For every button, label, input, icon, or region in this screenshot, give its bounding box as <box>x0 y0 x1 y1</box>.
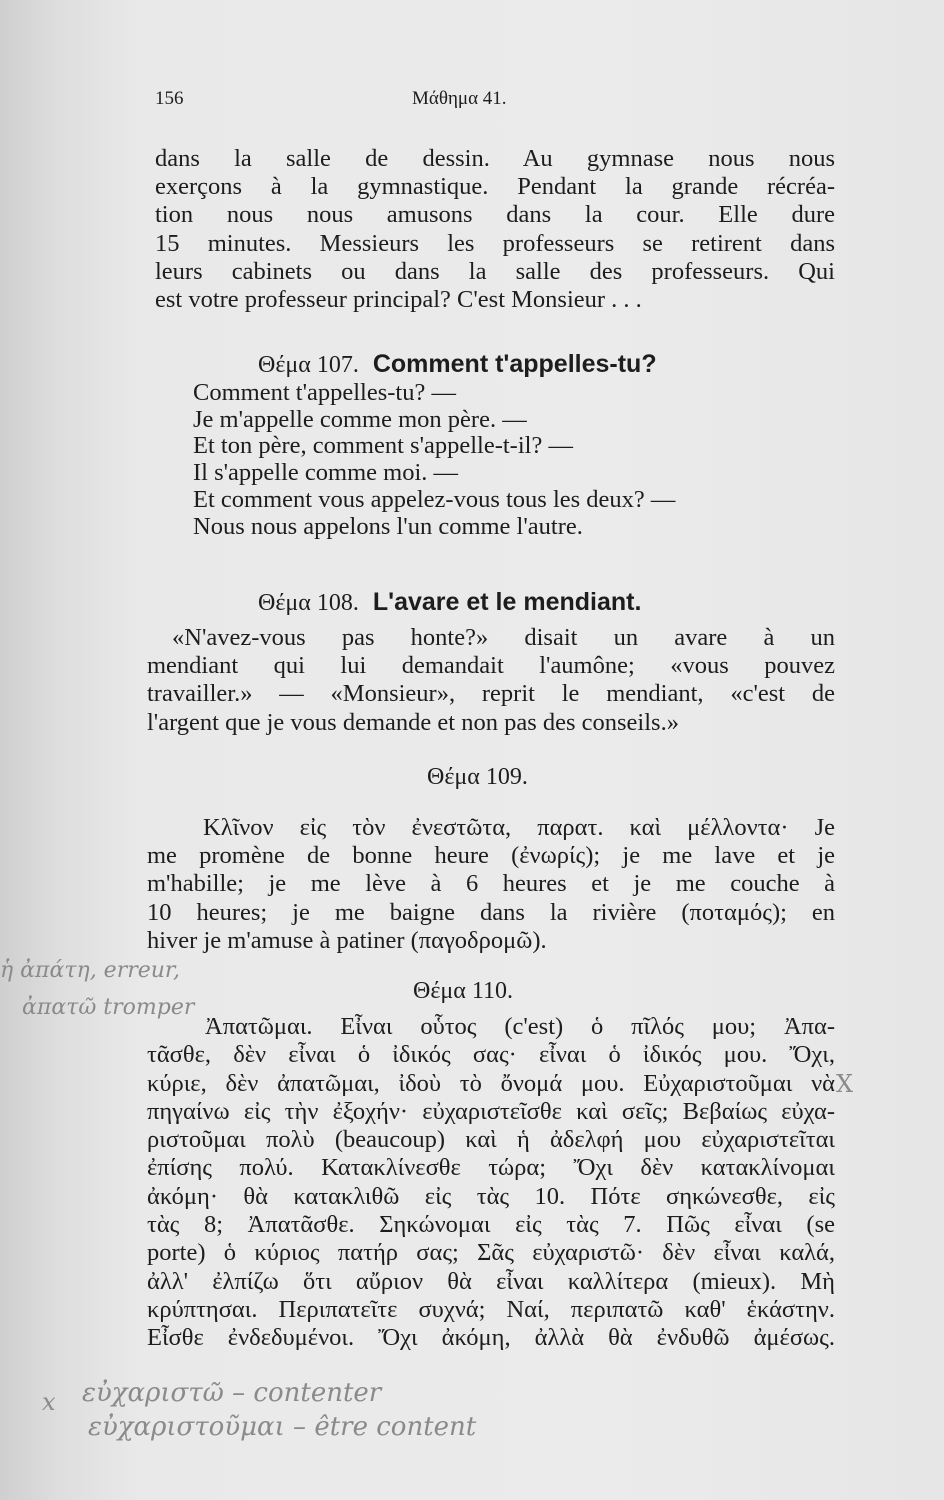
text-line: Nous nous appelons l'un comme l'autre. <box>193 512 583 540</box>
text-line: Et ton père, comment s'appelle-t-il? — <box>193 432 573 460</box>
theme-label: Θέμα 110. <box>413 978 513 1004</box>
theme-title: L'avare et le mendiant. <box>372 588 642 616</box>
text-line: Εἶσθε ἐνδεδυμένοι. Ὄχι ἀκόμη, ἀλλὰ θὰ ἐνδυθῶ ἀμέσως. <box>147 1324 835 1352</box>
text-line: ἐπίσης πολύ. Κατακλίνεσθε τώρα; Ὄχι δὲν κατακλίνομαι <box>147 1154 835 1182</box>
text-line: exerçons à la gymnastique. Pendant la grande récréa- <box>155 173 835 201</box>
theme-title: Comment t'appelles-tu? <box>372 350 657 378</box>
theme-107-heading <box>258 350 657 379</box>
handwritten-footnote: εὐχαριστοῦμαι – être content <box>88 1412 477 1442</box>
text-line: Et comment vous appelez-vous tous les deux? — <box>193 485 676 513</box>
text-line: tion nous nous amusons dans la cour. Elle dure <box>155 201 835 229</box>
handwritten-footnote-mark: x <box>42 1388 56 1416</box>
handwritten-margin-note: ἀπατῶ tromper <box>22 995 195 1020</box>
intro-paragraph <box>155 145 835 314</box>
theme-109-heading <box>427 764 528 791</box>
text-line: mendiant qui lui demandait l'aumône; «vous pouvez <box>147 652 835 680</box>
text-line: ἀλλ' ἐλπίζω ὅτι αὔριον θὰ εἶναι καλλίτερα (mieux). Μὴ <box>147 1267 835 1295</box>
text-line: l'argent que je vous demande et non pas des conseils.» <box>147 708 679 736</box>
text-line: Il s'appelle comme moi. — <box>193 459 459 487</box>
text-line: κύριε, δὲν ἀπατῶμαι, ἰδοὺ τὸ ὄνομά μου. Εὐχαριστοῦμαι νὰ <box>147 1069 835 1097</box>
text-line: Comment t'appelles-tu? — <box>193 379 456 406</box>
text-line: 10 heures; je me baigne dans la rivière (ποταμός); en <box>147 898 835 926</box>
page-number: 156 <box>155 88 184 109</box>
text-line: Je m'appelle comme mon père. — <box>193 405 527 433</box>
text-line: hiver je m'amuse à patiner (παγοδρομῶ). <box>147 926 547 954</box>
theme-label: Θέμα 108. <box>258 590 359 616</box>
text-line: porte) ὁ κύριος πατήρ σας; Σᾶς εὐχαριστῶ· δὲν εἶναι καλά, <box>147 1239 835 1267</box>
text-line: me promène de bonne heure (ἐνωρίς); je me lave et je <box>147 842 835 870</box>
text-line: «N'avez-vous pas honte?» disait un avare à un <box>172 624 835 651</box>
handwritten-footnote: εὐχαριστῶ – contenter <box>82 1378 382 1408</box>
theme-109-paragraph <box>147 814 835 955</box>
text-line: τὰς 8; Ἀπατᾶσθε. Σηκώνομαι εἰς τὰς 7. Πῶς εἶναι (se <box>147 1211 835 1239</box>
theme-108-paragraph <box>147 624 835 737</box>
handwritten-margin-mark: X <box>836 1070 854 1098</box>
text-line: τᾶσθε, δὲν εἶναι ὁ ἰδικός σας· εἶναι ὁ ἰδικός μου. Ὄχι, <box>147 1041 835 1069</box>
text-line: travailler.» — «Monsieur», reprit le mendiant, «c'est de <box>147 680 835 708</box>
text-line: leurs cabinets ou dans la salle des professeurs. Qui <box>155 257 835 285</box>
text-line: πηγαίνω εἰς τὴν ἐξοχήν· εὐχαριστεῖσθε καὶ σεῖς; Βεβαίως εὐχα- <box>147 1097 835 1125</box>
running-title: Μάθημα 41. <box>412 88 507 109</box>
theme-label: Θέμα 107. <box>258 352 359 378</box>
text-line: κρύπτησαι. Περιπατεῖτε συχνά; Ναί, περιπατῶ καθ' ἑκάστην. <box>147 1295 835 1323</box>
theme-110-paragraph <box>147 1013 835 1353</box>
text-line: est votre professeur principal? C'est Monsieur . . . <box>155 286 642 314</box>
text-line: 15 minutes. Messieurs les professeurs se retirent dans <box>155 229 835 257</box>
text-line: Κλῖνον εἰς τὸν ἐνεστῶτα, παρατ. καὶ μέλλοντα· Je <box>203 814 835 841</box>
theme-107-dialogue <box>193 380 675 540</box>
theme-label: Θέμα 109. <box>427 764 528 790</box>
theme-108-heading <box>258 588 641 617</box>
text-line: ριστοῦμαι πολὺ (beaucoup) καὶ ἡ ἀδελφή μου εὐχαριστεῖται <box>147 1126 835 1154</box>
handwritten-margin-note: ἡ ἀπάτη, erreur, <box>0 958 181 983</box>
text-line: m'habille; je me lève à 6 heures et je me couche à <box>147 870 835 898</box>
theme-110-heading <box>413 978 513 1005</box>
text-line: ἀκόμη· θὰ κατακλιθῶ εἰς τὰς 10. Πότε σηκώνεσθε, εἰς <box>147 1182 835 1210</box>
text-line: Ἀπατῶμαι. Εἶναι οὗτος (c'est) ὁ πῖλός μου; Ἀπα- <box>205 1013 835 1040</box>
text-line: dans la salle de dessin. Au gymnase nous nous <box>155 145 835 172</box>
